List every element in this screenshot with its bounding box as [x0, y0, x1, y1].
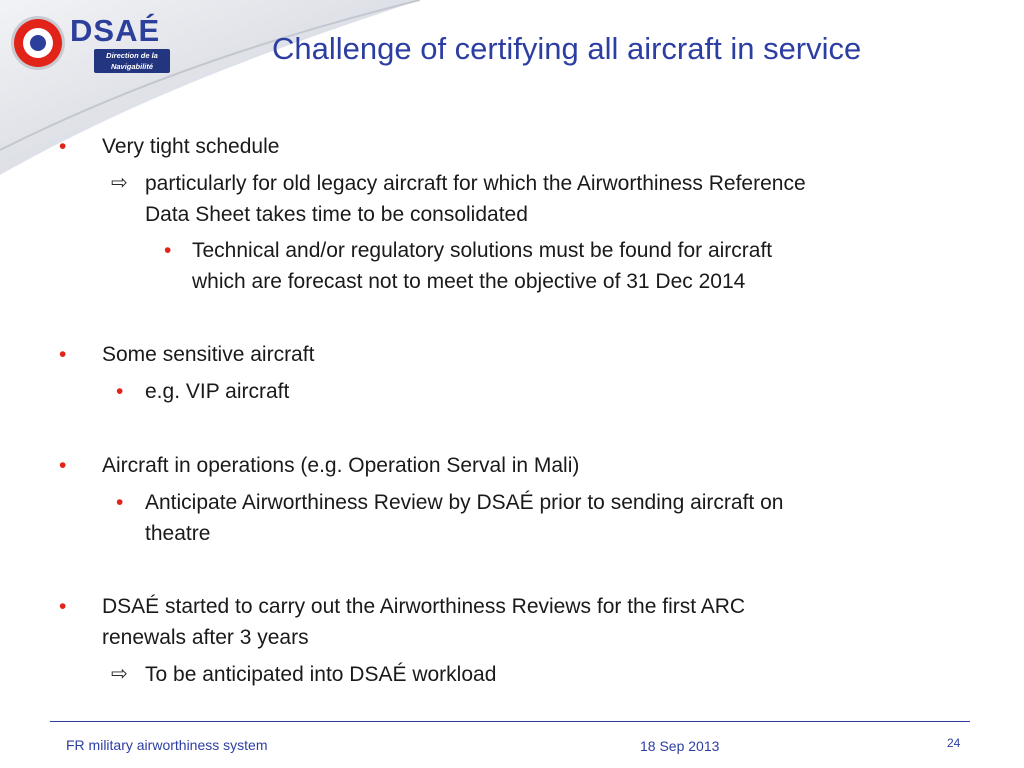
- bullet-item-level1: Some sensitive aircraft: [102, 343, 315, 366]
- footer-caption: FR military airworthiness system: [66, 737, 268, 753]
- logo-wordmark: DSAÉ: [70, 13, 161, 48]
- arrow-icon: ⇨: [111, 172, 128, 194]
- bullet-item-level3: Technical and/or regulatory solutions must be found for aircraft which are forecast not to meet the objective of 31 Dec 2014: [192, 239, 773, 293]
- arrow-icon: ⇨: [111, 663, 128, 685]
- bullet-item-level2: To be anticipated into DSAÉ workload: [145, 663, 497, 686]
- bullet-marker: •: [59, 595, 67, 618]
- bullet-item-level1: DSAÉ started to carry out the Airworthiness Reviews for the first ARC renewals after 3 years: [102, 595, 746, 649]
- bullet-marker: •: [59, 454, 67, 477]
- bullet-item-level1: Very tight schedule: [102, 135, 280, 158]
- bullet-marker: •: [116, 380, 124, 403]
- bullet-item-level2: Anticipate Airworthiness Review by DSAÉ prior to sending aircraft on theatre: [145, 491, 784, 545]
- slide-title: Challenge of certifying all aircraft in service: [272, 31, 862, 66]
- bullet-marker: •: [59, 343, 67, 366]
- bullet-marker: •: [164, 239, 172, 262]
- page-number: 24: [947, 736, 961, 750]
- bullet-marker: •: [59, 135, 67, 158]
- bullet-item-level2: e.g. VIP aircraft: [145, 380, 290, 403]
- footer-date: 18 Sep 2013: [640, 738, 720, 754]
- footer-divider: [50, 721, 970, 722]
- bullet-item-level2: particularly for old legacy aircraft for which the Airworthiness Reference Data Sheet takes time to be consolidated: [145, 172, 806, 226]
- logo-tagline-line2: Navigabilité: [110, 62, 154, 71]
- logo-tagline-line1: Direction de la: [106, 51, 158, 60]
- bullet-item-level1: Aircraft in operations (e.g. Operation Serval in Mali): [102, 454, 580, 477]
- bullet-marker: •: [116, 491, 124, 514]
